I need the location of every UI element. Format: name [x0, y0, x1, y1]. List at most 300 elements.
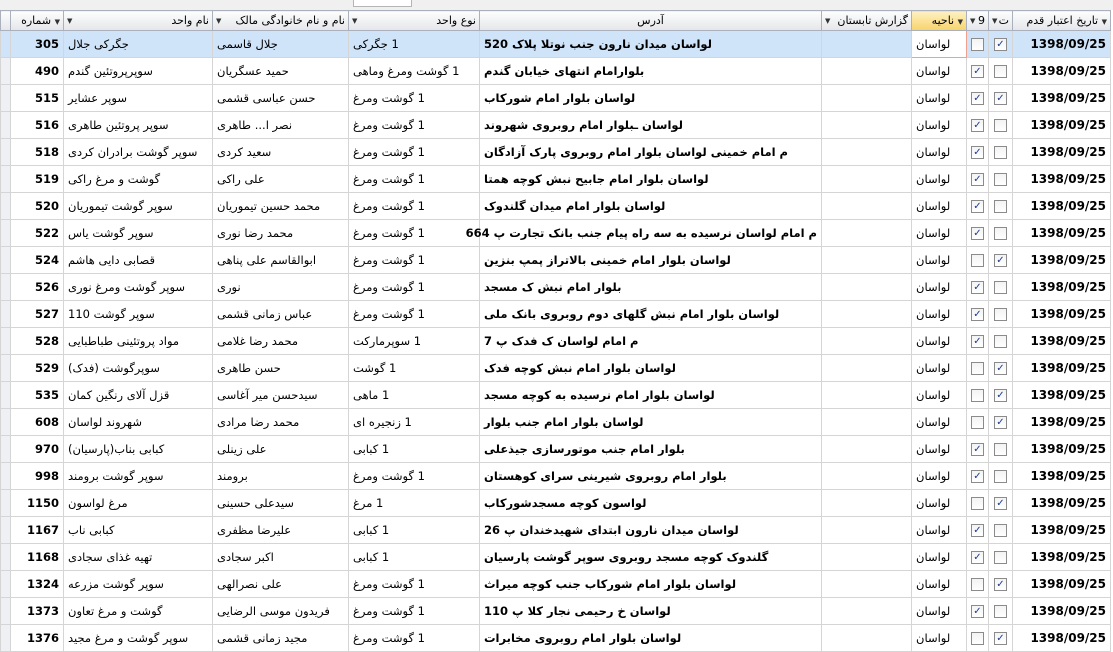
cell-gozaresh[interactable]	[822, 220, 912, 247]
table-row[interactable]	[1, 166, 1111, 193]
cell-tarikh[interactable]: 1398/09/25	[1013, 274, 1111, 301]
cell-col9[interactable]	[967, 544, 989, 571]
checkbox[interactable]: ✓	[994, 38, 1007, 51]
cell-tarikh[interactable]: 1398/09/25	[1013, 355, 1111, 382]
checkbox[interactable]	[994, 200, 1007, 213]
cell-nam-vahed[interactable]: سوپر گوشت و مرغ مجید	[64, 625, 213, 652]
row-selector[interactable]	[1, 139, 11, 166]
cell-shomare[interactable]: 520	[11, 193, 64, 220]
cell-nam-malek[interactable]: علی زینلی	[213, 436, 349, 463]
cell-tarikh[interactable]: 1398/09/25	[1013, 85, 1111, 112]
cell-col9[interactable]	[967, 409, 989, 436]
cell-nam-malek[interactable]: حمید عسگریان	[213, 58, 349, 85]
checkbox[interactable]	[994, 551, 1007, 564]
cell-shomare[interactable]: 518	[11, 139, 64, 166]
row-selector[interactable]	[1, 517, 11, 544]
cell-col9[interactable]	[967, 112, 989, 139]
row-selector[interactable]	[1, 193, 11, 220]
cell-gozaresh[interactable]	[822, 355, 912, 382]
cell-col9[interactable]	[967, 58, 989, 85]
cell-shomare[interactable]: 1150	[11, 490, 64, 517]
cell-col-c[interactable]	[989, 517, 1013, 544]
cell-nam-malek[interactable]: علیرضا مظفری	[213, 517, 349, 544]
cell-nam-vahed[interactable]: گوشت و مرغ راکی	[64, 166, 213, 193]
row-selector[interactable]	[1, 490, 11, 517]
table-row[interactable]	[1, 544, 1111, 571]
table-row[interactable]	[1, 274, 1111, 301]
cell-col-c[interactable]	[989, 58, 1013, 85]
cell-noe-vahed[interactable]: 1 گوشت ومرغ	[349, 625, 480, 652]
header-col9[interactable]	[967, 11, 989, 31]
cell-nahie[interactable]: لواسان	[912, 274, 967, 301]
cell-noe-vahed[interactable]: 1 گوشت ومرغ	[349, 274, 480, 301]
cell-nahie[interactable]: لواسان	[912, 625, 967, 652]
cell-noe-vahed[interactable]: 1 کبابی	[349, 436, 480, 463]
cell-nahie[interactable]: لواسان	[912, 436, 967, 463]
cell-gozaresh[interactable]	[822, 625, 912, 652]
cell-noe-vahed[interactable]: 1 گوشت ومرغ	[349, 139, 480, 166]
table-row[interactable]	[1, 409, 1111, 436]
header-nam-malek[interactable]	[213, 11, 349, 31]
cell-nahie[interactable]: لواسان	[912, 58, 967, 85]
cell-gozaresh[interactable]	[822, 247, 912, 274]
cell-noe-vahed[interactable]: 1 زنجیره ای	[349, 409, 480, 436]
table-row[interactable]	[1, 571, 1111, 598]
cell-gozaresh[interactable]	[822, 436, 912, 463]
row-selector[interactable]	[1, 409, 11, 436]
header-nahie[interactable]	[912, 11, 967, 31]
checkbox[interactable]: ✓	[971, 65, 984, 78]
cell-nam-vahed[interactable]: سوپرپروتئین گندم	[64, 58, 213, 85]
cell-col9[interactable]	[967, 247, 989, 274]
cell-tarikh[interactable]: 1398/09/25	[1013, 220, 1111, 247]
cell-shomare[interactable]: 1168	[11, 544, 64, 571]
cell-gozaresh[interactable]	[822, 544, 912, 571]
cell-gozaresh[interactable]	[822, 85, 912, 112]
cell-nam-vahed[interactable]: مرغ لواسون	[64, 490, 213, 517]
cell-noe-vahed[interactable]: 1 گوشت ومرغ	[349, 301, 480, 328]
cell-col-c[interactable]	[989, 301, 1013, 328]
cell-shomare[interactable]: 524	[11, 247, 64, 274]
dropdown-arrow-icon[interactable]: ▼	[216, 17, 222, 25]
cell-col-c[interactable]	[989, 85, 1013, 112]
cell-noe-vahed[interactable]: 1 گوشت ومرغ	[349, 463, 480, 490]
cell-col-c[interactable]	[989, 274, 1013, 301]
dropdown-arrow-icon[interactable]: ▼	[992, 17, 998, 25]
cell-noe-vahed[interactable]: 1 مرغ	[349, 490, 480, 517]
cell-nahie[interactable]: لواسان	[912, 355, 967, 382]
row-selector[interactable]	[1, 220, 11, 247]
checkbox[interactable]	[994, 443, 1007, 456]
checkbox[interactable]	[994, 524, 1007, 537]
cell-address[interactable]: لواسان بلوار امام شورکاب	[480, 85, 822, 112]
cell-nam-vahed[interactable]: مواد پروتئینی طباطبایی	[64, 328, 213, 355]
cell-nam-malek[interactable]: حسن عباسی قشمی	[213, 85, 349, 112]
checkbox[interactable]: ✓	[994, 254, 1007, 267]
cell-col-c[interactable]	[989, 490, 1013, 517]
row-selector[interactable]	[1, 328, 11, 355]
cell-address[interactable]: لواسان بلوار امام نبش کوچه فدک	[480, 355, 822, 382]
row-selector[interactable]	[1, 355, 11, 382]
row-selector[interactable]	[1, 382, 11, 409]
cell-nam-malek[interactable]: ابوالقاسم علی پناهی	[213, 247, 349, 274]
cell-tarikh[interactable]: 1398/09/25	[1013, 328, 1111, 355]
cell-nahie[interactable]: لواسان	[912, 490, 967, 517]
cell-address[interactable]: بلوار امام روبروی شیرینی سرای کوهستان	[480, 463, 822, 490]
cell-tarikh[interactable]: 1398/09/25	[1013, 544, 1111, 571]
cell-address[interactable]: لواسان بلوار امام جنب بلوار	[480, 409, 822, 436]
cell-tarikh[interactable]: 1398/09/25	[1013, 490, 1111, 517]
cell-shomare[interactable]: 529	[11, 355, 64, 382]
cell-gozaresh[interactable]	[822, 31, 912, 58]
checkbox[interactable]: ✓	[971, 281, 984, 294]
cell-noe-vahed[interactable]: 1 گوشت ومرغ وماهی	[349, 58, 480, 85]
cell-shomare[interactable]: 1376	[11, 625, 64, 652]
cell-address[interactable]: لواسان ـبلوار امام روبروی شهروند	[480, 112, 822, 139]
table-row[interactable]	[1, 625, 1111, 652]
cell-address[interactable]: لواسان خ رحیمی نجار کلا پ 110	[480, 598, 822, 625]
cell-address[interactable]: م امام لواسان ک فدک پ 7	[480, 328, 822, 355]
table-row[interactable]	[1, 247, 1111, 274]
cell-noe-vahed[interactable]: 1 گوشت ومرغ	[349, 112, 480, 139]
header-noe-vahed[interactable]	[349, 11, 480, 31]
cell-nam-vahed[interactable]: سوپر پروتئین طاهری	[64, 112, 213, 139]
checkbox[interactable]: ✓	[971, 173, 984, 186]
cell-col9[interactable]	[967, 382, 989, 409]
cell-nahie[interactable]: لواسان	[912, 463, 967, 490]
cell-noe-vahed[interactable]: 1 گوشت ومرغ	[349, 85, 480, 112]
row-selector[interactable]	[1, 598, 11, 625]
cell-nahie[interactable]: لواسان	[912, 220, 967, 247]
checkbox[interactable]	[994, 470, 1007, 483]
cell-col9[interactable]	[967, 625, 989, 652]
row-selector[interactable]	[1, 436, 11, 463]
cell-nam-malek[interactable]: فریدون موسی الرضایی	[213, 598, 349, 625]
cell-tarikh[interactable]: 1398/09/25	[1013, 436, 1111, 463]
cell-shomare[interactable]: 519	[11, 166, 64, 193]
cell-nam-malek[interactable]: محمد رضا نوری	[213, 220, 349, 247]
checkbox[interactable]: ✓	[971, 308, 984, 321]
table-row[interactable]	[1, 490, 1111, 517]
table-row[interactable]	[1, 355, 1111, 382]
cell-nam-malek[interactable]: عباس زمانی قشمی	[213, 301, 349, 328]
cell-col-c[interactable]	[989, 598, 1013, 625]
row-selector[interactable]	[1, 625, 11, 652]
cell-address[interactable]: لواسان میدان نارون ابتدای شهیدخندان پ 26	[480, 517, 822, 544]
cell-col9[interactable]	[967, 355, 989, 382]
cell-nam-malek[interactable]: سیدعلی حسینی	[213, 490, 349, 517]
cell-col-c[interactable]	[989, 31, 1013, 58]
cell-nam-vahed[interactable]: سوپرگوشت (فدک)	[64, 355, 213, 382]
cell-nahie[interactable]: لواسان	[912, 382, 967, 409]
cell-nahie[interactable]: لواسان	[912, 598, 967, 625]
search-box[interactable]	[353, 0, 412, 7]
cell-nam-vahed[interactable]: سوپر گوشت تیموریان	[64, 193, 213, 220]
cell-shomare[interactable]: 1324	[11, 571, 64, 598]
checkbox[interactable]: ✓	[971, 605, 984, 618]
cell-nam-malek[interactable]: برومند	[213, 463, 349, 490]
cell-address[interactable]: لواسان بلوار امام جابیح نبش کوچه همتا	[480, 166, 822, 193]
checkbox[interactable]: ✓	[971, 146, 984, 159]
cell-shomare[interactable]: 998	[11, 463, 64, 490]
checkbox[interactable]	[971, 416, 984, 429]
cell-shomare[interactable]: 305	[11, 31, 64, 58]
cell-nam-vahed[interactable]: سوپر گوشت 110	[64, 301, 213, 328]
cell-noe-vahed[interactable]: 1 ماهی	[349, 382, 480, 409]
cell-noe-vahed[interactable]: 1 گوشت ومرغ	[349, 193, 480, 220]
checkbox[interactable]: ✓	[971, 227, 984, 240]
cell-nam-vahed[interactable]: سوپر گوشت برادران کردی	[64, 139, 213, 166]
cell-address[interactable]: لواسان بلوار امام میدان گلندوک	[480, 193, 822, 220]
cell-shomare[interactable]: 535	[11, 382, 64, 409]
checkbox[interactable]	[971, 362, 984, 375]
row-selector[interactable]	[1, 112, 11, 139]
cell-col-c[interactable]	[989, 328, 1013, 355]
checkbox[interactable]	[971, 389, 984, 402]
checkbox[interactable]: ✓	[971, 443, 984, 456]
header-col-c[interactable]	[989, 11, 1013, 31]
cell-nam-vahed[interactable]: کبابی بناب(پارسیان)	[64, 436, 213, 463]
cell-tarikh[interactable]: 1398/09/25	[1013, 301, 1111, 328]
checkbox[interactable]	[994, 335, 1007, 348]
cell-nam-vahed[interactable]: سوپر گوشت یاس	[64, 220, 213, 247]
checkbox[interactable]	[971, 254, 984, 267]
cell-nam-vahed[interactable]: قصابی دایی هاشم	[64, 247, 213, 274]
cell-col9[interactable]	[967, 463, 989, 490]
table-row[interactable]	[1, 463, 1111, 490]
cell-col-c[interactable]	[989, 382, 1013, 409]
cell-shomare[interactable]: 490	[11, 58, 64, 85]
cell-nam-malek[interactable]: اکبر سجادی	[213, 544, 349, 571]
cell-gozaresh[interactable]	[822, 58, 912, 85]
cell-col9[interactable]	[967, 274, 989, 301]
cell-nam-vahed[interactable]: سوپر گوشت مزرعه	[64, 571, 213, 598]
header-shomare[interactable]	[11, 11, 64, 31]
checkbox[interactable]	[971, 578, 984, 591]
checkbox[interactable]: ✓	[994, 389, 1007, 402]
cell-col-c[interactable]	[989, 220, 1013, 247]
cell-nahie[interactable]: لواسان	[912, 31, 967, 58]
cell-col-c[interactable]	[989, 463, 1013, 490]
cell-gozaresh[interactable]	[822, 598, 912, 625]
row-selector[interactable]	[1, 85, 11, 112]
cell-nam-vahed[interactable]: جگرکی جلال	[64, 31, 213, 58]
cell-tarikh[interactable]: 1398/09/25	[1013, 409, 1111, 436]
checkbox[interactable]	[994, 281, 1007, 294]
checkbox[interactable]: ✓	[971, 470, 984, 483]
cell-col9[interactable]	[967, 436, 989, 463]
cell-gozaresh[interactable]	[822, 517, 912, 544]
cell-shomare[interactable]: 970	[11, 436, 64, 463]
cell-gozaresh[interactable]	[822, 328, 912, 355]
cell-col9[interactable]	[967, 517, 989, 544]
row-selector-header[interactable]	[1, 11, 11, 31]
cell-noe-vahed[interactable]: 1 جگرکی	[349, 31, 480, 58]
table-row[interactable]	[1, 193, 1111, 220]
cell-nahie[interactable]: لواسان	[912, 85, 967, 112]
cell-address[interactable]: لواسان بلوار امام نرسیده به کوچه مسجد	[480, 382, 822, 409]
checkbox[interactable]	[994, 605, 1007, 618]
cell-noe-vahed[interactable]: 1 کبابی	[349, 517, 480, 544]
cell-shomare[interactable]: 1167	[11, 517, 64, 544]
checkbox[interactable]: ✓	[971, 335, 984, 348]
checkbox[interactable]: ✓	[994, 362, 1007, 375]
cell-nahie[interactable]: لواسان	[912, 544, 967, 571]
table-row[interactable]	[1, 58, 1111, 85]
cell-col9[interactable]	[967, 85, 989, 112]
cell-address[interactable]: لواسون کوچه مسجدشورکاب	[480, 490, 822, 517]
cell-address[interactable]: لواسان بلوار امام نبش گلهای دوم روبروی بانک ملی	[480, 301, 822, 328]
cell-nam-malek[interactable]: محمد حسین تیموریان	[213, 193, 349, 220]
cell-col-c[interactable]	[989, 355, 1013, 382]
cell-col-c[interactable]	[989, 139, 1013, 166]
cell-tarikh[interactable]: 1398/09/25	[1013, 139, 1111, 166]
cell-col9[interactable]	[967, 31, 989, 58]
row-selector[interactable]	[1, 166, 11, 193]
cell-col-c[interactable]	[989, 571, 1013, 598]
checkbox[interactable]: ✓	[994, 632, 1007, 645]
dropdown-arrow-icon[interactable]: ▼	[67, 17, 73, 25]
cell-noe-vahed[interactable]: 1 گوشت	[349, 355, 480, 382]
cell-nahie[interactable]: لواسان	[912, 112, 967, 139]
checkbox[interactable]	[994, 146, 1007, 159]
checkbox[interactable]: ✓	[994, 416, 1007, 429]
cell-col9[interactable]	[967, 193, 989, 220]
cell-address[interactable]: گلندوک کوچه مسجد روبروی سوپر گوشت پارسیان	[480, 544, 822, 571]
checkbox[interactable]: ✓	[971, 524, 984, 537]
cell-tarikh[interactable]: 1398/09/25	[1013, 463, 1111, 490]
table-row[interactable]	[1, 31, 1111, 58]
cell-tarikh[interactable]: 1398/09/25	[1013, 112, 1111, 139]
cell-col-c[interactable]	[989, 247, 1013, 274]
checkbox[interactable]	[971, 632, 984, 645]
cell-address[interactable]: بلوار امام جنب موتورسازی جیذعلی	[480, 436, 822, 463]
cell-shomare[interactable]: 515	[11, 85, 64, 112]
cell-col9[interactable]	[967, 166, 989, 193]
cell-address[interactable]: م امام لواسان نرسیده به سه راه پیام جنب بانک تجارت پ 664	[480, 220, 822, 247]
cell-address[interactable]: بلوارامام انتهای خیابان گندم	[480, 58, 822, 85]
cell-gozaresh[interactable]	[822, 571, 912, 598]
checkbox[interactable]: ✓	[971, 92, 984, 105]
cell-nahie[interactable]: لواسان	[912, 139, 967, 166]
cell-tarikh[interactable]: 1398/09/25	[1013, 625, 1111, 652]
header-address[interactable]	[480, 11, 822, 31]
cell-gozaresh[interactable]	[822, 490, 912, 517]
cell-col-c[interactable]	[989, 544, 1013, 571]
checkbox[interactable]: ✓	[994, 497, 1007, 510]
row-selector[interactable]	[1, 463, 11, 490]
table-row[interactable]	[1, 598, 1111, 625]
cell-nam-vahed[interactable]: سوپر گوشت ومرغ نوری	[64, 274, 213, 301]
cell-col9[interactable]	[967, 328, 989, 355]
cell-nam-malek[interactable]: مجید زمانی قشمی	[213, 625, 349, 652]
checkbox[interactable]	[994, 65, 1007, 78]
cell-col9[interactable]	[967, 490, 989, 517]
checkbox[interactable]	[994, 227, 1007, 240]
row-selector[interactable]	[1, 31, 11, 58]
cell-nam-vahed[interactable]: سوپر عشایر	[64, 85, 213, 112]
cell-tarikh[interactable]: 1398/09/25	[1013, 166, 1111, 193]
cell-tarikh[interactable]: 1398/09/25	[1013, 517, 1111, 544]
cell-nahie[interactable]: لواسان	[912, 247, 967, 274]
header-tarikh[interactable]	[1013, 11, 1111, 31]
cell-col9[interactable]	[967, 139, 989, 166]
cell-tarikh[interactable]: 1398/09/25	[1013, 247, 1111, 274]
cell-nam-malek[interactable]: محمد رضا غلامی	[213, 328, 349, 355]
row-selector[interactable]	[1, 301, 11, 328]
table-row[interactable]	[1, 301, 1111, 328]
cell-noe-vahed[interactable]: 1 گوشت ومرغ	[349, 220, 480, 247]
table-row[interactable]	[1, 382, 1111, 409]
cell-gozaresh[interactable]	[822, 193, 912, 220]
cell-tarikh[interactable]: 1398/09/25	[1013, 31, 1111, 58]
checkbox[interactable]: ✓	[994, 92, 1007, 105]
cell-gozaresh[interactable]	[822, 139, 912, 166]
cell-col-c[interactable]	[989, 166, 1013, 193]
table-row[interactable]	[1, 220, 1111, 247]
cell-address[interactable]: لواسان بلوار امام شورکاب جنب کوچه میراث	[480, 571, 822, 598]
cell-nam-malek[interactable]: جلال قاسمی	[213, 31, 349, 58]
checkbox[interactable]: ✓	[971, 119, 984, 132]
header-nam-vahed[interactable]	[64, 11, 213, 31]
checkbox[interactable]: ✓	[994, 578, 1007, 591]
cell-nam-malek[interactable]: سعید کردی	[213, 139, 349, 166]
row-selector[interactable]	[1, 58, 11, 85]
cell-noe-vahed[interactable]: 1 سوپرمارکت	[349, 328, 480, 355]
cell-noe-vahed[interactable]: 1 گوشت ومرغ	[349, 571, 480, 598]
cell-noe-vahed[interactable]: 1 کبابی	[349, 544, 480, 571]
cell-nam-malek[interactable]: نصر ا... طاهری	[213, 112, 349, 139]
cell-nahie[interactable]: لواسان	[912, 193, 967, 220]
cell-col9[interactable]	[967, 220, 989, 247]
cell-tarikh[interactable]: 1398/09/25	[1013, 598, 1111, 625]
cell-address[interactable]: لواسان بلوار امام روبروی مخابرات	[480, 625, 822, 652]
cell-address[interactable]: بلوار امام نبش ک مسجد	[480, 274, 822, 301]
cell-col-c[interactable]	[989, 625, 1013, 652]
cell-col-c[interactable]	[989, 193, 1013, 220]
cell-gozaresh[interactable]	[822, 112, 912, 139]
cell-nam-malek[interactable]: محمد رضا مرادی	[213, 409, 349, 436]
table-row[interactable]	[1, 112, 1111, 139]
cell-gozaresh[interactable]	[822, 274, 912, 301]
checkbox[interactable]	[971, 497, 984, 510]
cell-nahie[interactable]: لواسان	[912, 409, 967, 436]
cell-shomare[interactable]: 522	[11, 220, 64, 247]
cell-col9[interactable]	[967, 301, 989, 328]
cell-gozaresh[interactable]	[822, 301, 912, 328]
cell-noe-vahed[interactable]: 1 گوشت ومرغ	[349, 166, 480, 193]
cell-gozaresh[interactable]	[822, 382, 912, 409]
cell-col9[interactable]	[967, 571, 989, 598]
cell-shomare[interactable]: 608	[11, 409, 64, 436]
cell-tarikh[interactable]: 1398/09/25	[1013, 58, 1111, 85]
cell-noe-vahed[interactable]: 1 گوشت ومرغ	[349, 598, 480, 625]
cell-nahie[interactable]: لواسان	[912, 517, 967, 544]
table-row[interactable]	[1, 517, 1111, 544]
checkbox[interactable]	[971, 38, 984, 51]
checkbox[interactable]: ✓	[971, 200, 984, 213]
cell-nahie[interactable]: لواسان	[912, 166, 967, 193]
cell-shomare[interactable]: 527	[11, 301, 64, 328]
cell-tarikh[interactable]: 1398/09/25	[1013, 382, 1111, 409]
cell-address[interactable]: لواسان بلوار امام خمینی بالاتراز پمپ بنزین	[480, 247, 822, 274]
cell-nahie[interactable]: لواسان	[912, 571, 967, 598]
cell-nam-malek[interactable]: سیدحسن میر آغاسی	[213, 382, 349, 409]
cell-nam-vahed[interactable]: گوشت و مرغ تعاون	[64, 598, 213, 625]
cell-nam-malek[interactable]: حسن طاهری	[213, 355, 349, 382]
cell-nam-vahed[interactable]: کبابی ناب	[64, 517, 213, 544]
cell-nam-vahed[interactable]: سوپر گوشت برومند	[64, 463, 213, 490]
